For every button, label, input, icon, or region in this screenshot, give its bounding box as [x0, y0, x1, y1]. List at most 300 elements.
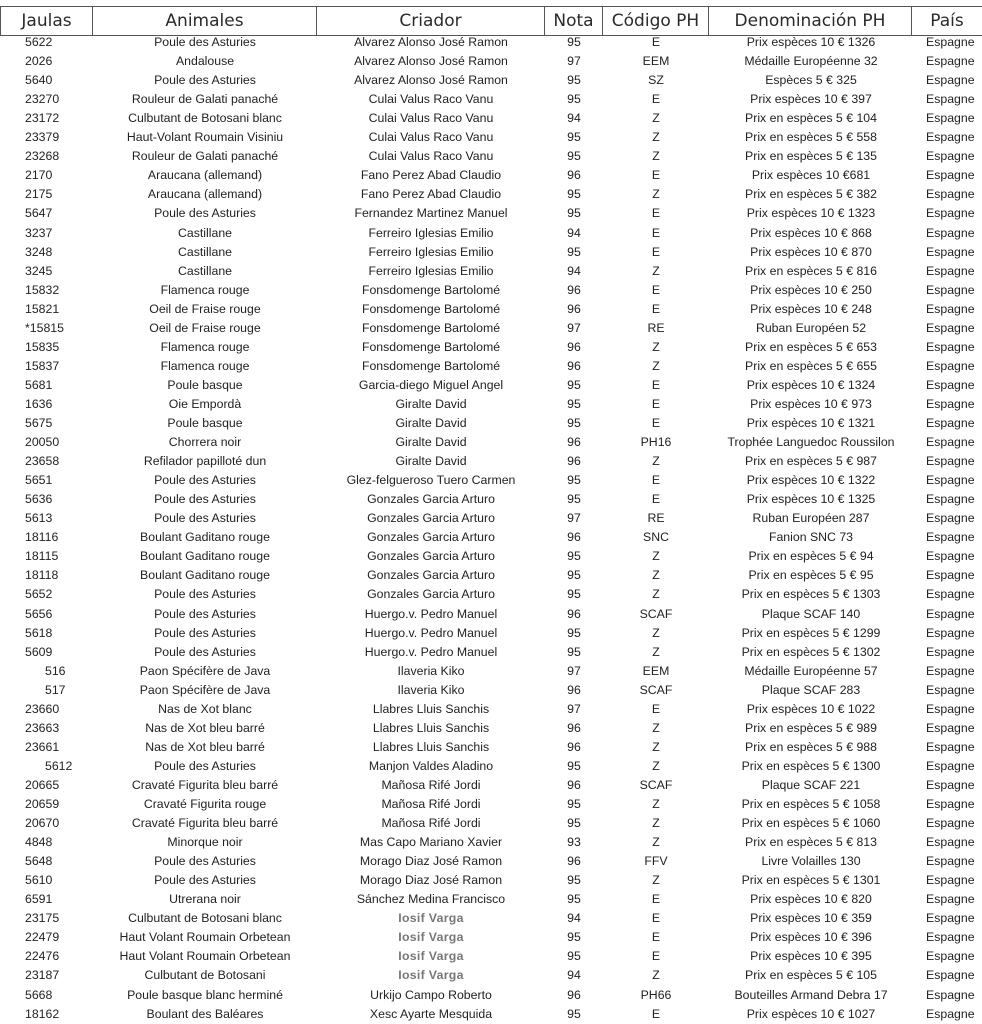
cage-number: 23175 — [25, 911, 60, 926]
score: 95 — [567, 73, 581, 88]
score: 95 — [567, 492, 581, 507]
table-row — [0, 243, 982, 262]
score: 95 — [567, 930, 581, 945]
ph-denomination: Plaque SCAF 283 — [761, 682, 861, 697]
ph-code: SZ — [648, 73, 664, 88]
breeder-name: Sánchez Medina Francisco — [356, 892, 506, 907]
ph-code: Z — [652, 816, 660, 831]
cage-number: 23660 — [25, 701, 60, 716]
table-row — [0, 262, 982, 281]
score: 95 — [567, 816, 581, 831]
cage-number: 3237 — [25, 225, 53, 240]
animal-name: Haut Volant Roumain Orbetean — [119, 930, 291, 945]
cage-number: 18118 — [25, 568, 59, 583]
score: 96 — [567, 358, 581, 373]
country: Espagne — [926, 568, 975, 583]
score: 96 — [567, 168, 581, 183]
ph-denomination: Prix espèces 10 € 870 — [750, 244, 872, 259]
ph-code: Z — [652, 644, 660, 659]
country: Espagne — [926, 930, 975, 945]
ph-denomination: Trophée Languedoc Roussilon — [727, 435, 895, 450]
cage-number: 18115 — [25, 549, 59, 564]
ph-denomination: Prix en espèces 5 € 1301 — [741, 873, 881, 888]
ph-denomination: Prix en espèces 5 € 94 — [748, 549, 874, 564]
country: Espagne — [926, 720, 975, 735]
cage-number: 5681 — [25, 377, 53, 392]
table-row — [0, 528, 982, 547]
cage-number: 20665 — [25, 777, 60, 792]
ph-denomination: Fanion SNC 73 — [768, 530, 854, 545]
cage-number: 23270 — [25, 92, 60, 107]
breeder-name: Gonzales Garcia Arturo — [367, 511, 495, 526]
country: Espagne — [926, 911, 975, 926]
breeder-name: Iosif Varga — [398, 949, 464, 964]
ph-denomination: Livre Volailles 130 — [761, 854, 861, 869]
score: 95 — [567, 149, 581, 164]
ph-code: Z — [652, 187, 660, 202]
table-row — [0, 1005, 982, 1024]
animal-name: Flamenca rouge — [160, 358, 250, 373]
ph-code: E — [651, 892, 661, 907]
ph-code: E — [651, 301, 661, 316]
breeder-name: Gonzales Garcia Arturo — [367, 587, 495, 602]
animal-name: Oeil de Fraise rouge — [149, 320, 261, 335]
ph-code: Z — [652, 358, 660, 373]
ph-denomination: Prix espèces 10 € 1027 — [746, 1006, 876, 1021]
score: 96 — [567, 606, 581, 621]
animal-name: Culbutant de Botosani — [144, 968, 266, 983]
table-row — [0, 776, 982, 795]
animal-name: Nas de Xot blanc — [158, 701, 252, 716]
table-row — [0, 947, 982, 966]
ph-code: E — [651, 206, 661, 221]
table-row — [0, 795, 982, 814]
breeder-name: Ilaveria Kiko — [397, 682, 465, 697]
cage-number: 516 — [45, 663, 66, 678]
animal-name: Rouleur de Galati panaché — [131, 149, 279, 164]
ph-code: FFV — [644, 854, 668, 869]
ph-code: E — [651, 701, 661, 716]
animal-name: Chorrera noir — [168, 435, 242, 450]
score: 95 — [567, 396, 581, 411]
table-row — [0, 738, 982, 757]
cage-number: 18116 — [25, 530, 59, 545]
score: 95 — [567, 130, 581, 145]
country: Espagne — [926, 473, 975, 488]
cage-number: 517 — [45, 682, 66, 697]
cage-number: 15821 — [25, 301, 60, 316]
country: Espagne — [926, 682, 975, 697]
country: Espagne — [926, 92, 975, 107]
ph-code: Z — [652, 739, 660, 754]
breeder-name: Xesc Ayarte Mesquida — [369, 1006, 493, 1021]
ph-code: E — [651, 949, 661, 964]
breeder-name: Culai Valus Raco Vanu — [368, 130, 494, 145]
table-row — [0, 185, 982, 204]
animal-name: Minorque noir — [167, 835, 243, 850]
ph-code: Z — [652, 758, 660, 773]
animal-name: Castillane — [178, 225, 232, 240]
breeder-name: Gonzales Garcia Arturo — [367, 492, 495, 507]
animal-name: Poule basque blanc herminé — [127, 987, 283, 1002]
animal-name: Araucana (allemand) — [147, 187, 263, 202]
cage-number: 5656 — [25, 606, 53, 621]
ph-denomination: Ruban Européen 287 — [752, 511, 870, 526]
score: 95 — [567, 377, 581, 392]
animal-name: Poule des Asturies — [154, 492, 256, 507]
ph-denomination: Plaque SCAF 140 — [761, 606, 861, 621]
table-row — [0, 986, 982, 1005]
breeder-name: Giralte David — [395, 396, 467, 411]
breeder-name: Huergo.v. Pedro Manuel — [364, 606, 498, 621]
animal-name: Poule des Asturies — [154, 644, 256, 659]
animal-name: Nas de Xot bleu barré — [145, 739, 265, 754]
ph-code: EEM — [642, 54, 670, 69]
ph-code: RE — [647, 511, 665, 526]
cage-number: 15832 — [25, 282, 60, 297]
country: Espagne — [926, 35, 975, 49]
animal-name: Cravaté Figurita rouge — [143, 797, 267, 811]
cage-number: 5618 — [25, 625, 53, 640]
breeder-name: Mañosa Rifé Jordi — [381, 816, 481, 831]
breeder-name: Fonsdomenge Bartolomé — [361, 358, 501, 373]
country: Espagne — [926, 797, 975, 811]
ph-denomination: Prix espèces 10 € 973 — [750, 396, 872, 411]
cage-number: 5613 — [25, 511, 53, 526]
score: 95 — [567, 568, 581, 583]
cage-number: 20659 — [25, 797, 60, 811]
ph-denomination: Prix espèces 10 € 1326 — [746, 35, 876, 49]
ph-denomination: Prix en espèces 5 € 104 — [745, 111, 877, 126]
table-row — [0, 643, 982, 662]
breeder-name: Llabres Lluis Sanchis — [372, 701, 490, 716]
ph-code: E — [651, 1006, 661, 1021]
table-row — [0, 319, 982, 338]
ph-code: SCAF — [639, 682, 673, 697]
animal-name: Poule des Asturies — [154, 511, 256, 526]
table-row — [0, 71, 982, 90]
country: Espagne — [926, 130, 975, 145]
ph-denomination: Prix espèces 10 € 1325 — [746, 492, 876, 507]
breeder-name: Fernandez Martinez Manuel — [354, 206, 508, 221]
score: 97 — [567, 701, 581, 716]
table-row — [0, 928, 982, 947]
table-row — [0, 909, 982, 928]
country: Espagne — [926, 263, 975, 278]
breeder-name: Ilaveria Kiko — [397, 663, 465, 678]
ph-denomination: Prix espèces 10 € 1323 — [746, 206, 876, 221]
score: 95 — [567, 892, 581, 907]
cage-number: 5636 — [25, 492, 53, 507]
score: 95 — [567, 873, 581, 888]
ph-code: Z — [652, 797, 660, 811]
country: Espagne — [926, 968, 975, 983]
ph-code: Z — [652, 625, 660, 640]
ph-denomination: Prix en espèces 5 € 1058 — [741, 797, 881, 811]
country: Espagne — [926, 587, 975, 602]
country: Espagne — [926, 244, 975, 259]
ph-denomination: Prix en espèces 5 € 1302 — [741, 644, 881, 659]
score: 95 — [567, 416, 581, 430]
ph-denomination: Prix en espèces 5 € 135 — [745, 149, 877, 164]
ph-denomination: Prix espèces 10 € 397 — [750, 92, 872, 107]
table-row — [0, 33, 982, 52]
table-row — [0, 109, 982, 128]
cage-number: 5640 — [25, 73, 53, 88]
breeder-name: Iosif Varga — [398, 911, 464, 926]
ph-code: Z — [652, 587, 660, 602]
score: 95 — [567, 92, 581, 107]
cage-number: 15837 — [25, 358, 60, 373]
animal-name: Poule des Asturies — [154, 606, 256, 621]
animal-name: Castillane — [178, 244, 232, 259]
ph-code: Z — [652, 549, 660, 564]
score: 95 — [567, 758, 581, 773]
breeder-name: Fano Perez Abad Claudio — [360, 187, 502, 202]
country: Espagne — [926, 54, 975, 69]
breeder-name: Llabres Lluis Sanchis — [372, 720, 490, 735]
breeder-name: Manjon Valdes Aladino — [368, 758, 494, 773]
header-nota: Nota — [544, 6, 604, 36]
ph-code: Z — [652, 454, 660, 469]
table-row — [0, 224, 982, 243]
country: Espagne — [926, 435, 975, 450]
table-row — [0, 662, 982, 681]
breeder-name: Giralte David — [395, 454, 467, 469]
ph-code: Z — [652, 873, 660, 888]
table-row — [0, 281, 982, 300]
cage-number: 23172 — [25, 111, 60, 126]
score: 93 — [567, 835, 581, 850]
breeder-name: Glez-felgueroso Tuero Carmen — [346, 473, 516, 488]
score: 96 — [567, 854, 581, 869]
table-row — [0, 357, 982, 376]
ph-code: Z — [652, 339, 660, 354]
score: 95 — [567, 797, 581, 811]
animal-name: Poule des Asturies — [154, 587, 256, 602]
ph-code: E — [651, 492, 661, 507]
ph-code: E — [651, 244, 661, 259]
score: 95 — [567, 949, 581, 964]
ph-denomination: Prix espèces 10 € 250 — [750, 282, 872, 297]
cage-number: 5652 — [25, 587, 53, 602]
ph-denomination: Prix en espèces 5 € 95 — [748, 568, 874, 583]
table-row — [0, 890, 982, 909]
table-row — [0, 90, 982, 109]
animal-name: Utrerana noir — [169, 892, 241, 907]
country: Espagne — [926, 816, 975, 831]
ph-code: E — [651, 282, 661, 297]
table-row — [0, 757, 982, 776]
country: Espagne — [926, 892, 975, 907]
score: 95 — [567, 644, 581, 659]
ph-denomination: Prix espèces 10 € 1322 — [746, 473, 876, 488]
animal-name: Poule des Asturies — [154, 73, 256, 88]
country: Espagne — [926, 511, 975, 526]
ph-denomination: Prix espèces 10 € 1324 — [746, 377, 876, 392]
breeder-name: Fonsdomenge Bartolomé — [361, 320, 501, 335]
cage-number: 5675 — [25, 416, 53, 430]
score: 96 — [567, 282, 581, 297]
table-row — [0, 52, 982, 71]
score: 96 — [567, 301, 581, 316]
ph-denomination: Prix en espèces 5 € 813 — [745, 835, 877, 850]
animal-name: Boulant des Baléares — [146, 1006, 264, 1021]
country: Espagne — [926, 454, 975, 469]
table-row — [0, 338, 982, 357]
cage-number: 5610 — [25, 873, 53, 888]
ph-denomination: Prix en espèces 5 € 989 — [745, 720, 877, 735]
breeder-name: Giralte David — [395, 416, 467, 430]
table-row — [0, 147, 982, 166]
animal-name: Poule des Asturies — [154, 625, 256, 640]
cage-number: 2175 — [25, 187, 53, 202]
ph-denomination: Prix en espèces 5 € 1300 — [741, 758, 881, 773]
country: Espagne — [926, 987, 975, 1002]
breeder-name: Iosif Varga — [398, 968, 464, 983]
cage-number: 2026 — [25, 54, 53, 69]
breeder-name: Huergo.v. Pedro Manuel — [364, 625, 498, 640]
country: Espagne — [926, 949, 975, 964]
table-row — [0, 433, 982, 452]
table-row — [0, 681, 982, 700]
header-codigo-ph: Código PH — [602, 6, 709, 36]
ph-denomination: Ruban Européen 52 — [755, 320, 867, 335]
country: Espagne — [926, 492, 975, 507]
animal-name: Poule basque — [167, 377, 243, 392]
cage-number: 4848 — [25, 835, 53, 850]
ph-code: PH16 — [640, 435, 672, 450]
ph-code: EEM — [642, 663, 670, 678]
country: Espagne — [926, 301, 975, 316]
country: Espagne — [926, 339, 975, 354]
breeder-name: Ferreiro Iglesias Emilio — [368, 244, 494, 259]
score: 95 — [567, 473, 581, 488]
ph-denomination: Prix espèces 10 € 820 — [750, 892, 872, 907]
animal-name: Boulant Gaditano rouge — [140, 530, 270, 545]
table-row — [0, 471, 982, 490]
table-row — [0, 128, 982, 147]
ph-denomination: Prix en espèces 5 € 988 — [745, 739, 877, 754]
breeder-name: Garcia-diego Miguel Angel — [358, 377, 504, 392]
table-row — [0, 852, 982, 871]
header-animales: Animales — [92, 6, 318, 36]
table-row — [0, 547, 982, 566]
animal-name: Poule des Asturies — [154, 473, 256, 488]
ph-denomination: Prix espèces 10 € 868 — [750, 225, 872, 240]
animal-name: Haut Volant Roumain Orbetean — [119, 949, 291, 964]
country: Espagne — [926, 320, 975, 335]
country: Espagne — [926, 530, 975, 545]
score: 95 — [567, 187, 581, 202]
country: Espagne — [926, 777, 975, 792]
breeder-name: Mañosa Rifé Jordi — [381, 797, 481, 811]
cage-number: 2170 — [25, 168, 53, 183]
score: 95 — [567, 244, 581, 259]
ph-code: E — [651, 911, 661, 926]
breeder-name: Mañosa Rifé Jordi — [381, 777, 481, 792]
ph-denomination: Prix espèces 10 € 1321 — [746, 416, 876, 430]
country: Espagne — [926, 873, 975, 888]
animal-name: Poule des Asturies — [154, 35, 256, 49]
animal-name: Cravaté Figurita bleu barré — [131, 816, 279, 831]
score: 94 — [567, 968, 581, 983]
score: 96 — [567, 987, 581, 1002]
score: 96 — [567, 530, 581, 545]
cage-number: 6591 — [25, 892, 53, 907]
animal-name: Haut-Volant Roumain Visiniu — [126, 130, 284, 145]
ph-denomination: Prix espèces 10 € 1022 — [746, 701, 876, 716]
animal-name: Paon Spécifère de Java — [139, 682, 271, 697]
score: 95 — [567, 625, 581, 640]
animal-name: Oeil de Fraise rouge — [149, 301, 261, 316]
ph-code: E — [651, 225, 661, 240]
ph-code: E — [651, 377, 661, 392]
cage-number: 3245 — [25, 263, 53, 278]
country: Espagne — [926, 111, 975, 126]
breeder-name: Urkijo Campo Roberto — [370, 987, 492, 1002]
ph-code: E — [651, 92, 661, 107]
animal-name: Culbutant de Botosani blanc — [128, 111, 282, 126]
breeder-name: Culai Valus Raco Vanu — [368, 92, 494, 107]
table-row — [0, 376, 982, 395]
ph-code: E — [651, 35, 661, 49]
ph-denomination: Prix espèces 10 € 396 — [750, 930, 872, 945]
table-row — [0, 300, 982, 319]
table-row — [0, 414, 982, 433]
cage-number: 1636 — [25, 396, 53, 411]
ph-denomination: Prix en espèces 5 € 655 — [745, 358, 877, 373]
ph-denomination: Médaille Européenne 32 — [744, 54, 878, 69]
header-pais: País — [911, 6, 982, 36]
breeder-name: Morago Diaz José Ramon — [359, 854, 503, 869]
country: Espagne — [926, 606, 975, 621]
ph-denomination: Prix espèces 10 € 359 — [750, 911, 872, 926]
cage-number: 22476 — [25, 949, 60, 964]
breeder-name: Huergo.v. Pedro Manuel — [364, 644, 498, 659]
ph-denomination: Prix espèces 10 € 248 — [750, 301, 872, 316]
score: 96 — [567, 777, 581, 792]
animal-name: Cravaté Figurita bleu barré — [131, 777, 279, 792]
table-row — [0, 452, 982, 471]
animal-name: Andalouse — [175, 54, 235, 69]
score: 96 — [567, 682, 581, 697]
breeder-name: Alvarez Alonso José Ramon — [354, 54, 508, 69]
country: Espagne — [926, 168, 975, 183]
country: Espagne — [926, 225, 975, 240]
table-row — [0, 566, 982, 585]
score: 96 — [567, 739, 581, 754]
ph-code: Z — [652, 568, 660, 583]
country: Espagne — [926, 282, 975, 297]
breeder-name: Iosif Varga — [398, 930, 464, 945]
table-row — [0, 490, 982, 509]
breeder-name: Gonzales Garcia Arturo — [367, 568, 495, 583]
ph-code: Z — [652, 130, 660, 145]
country: Espagne — [926, 73, 975, 88]
header-criador: Criador — [316, 6, 545, 36]
cage-number: *15815 — [25, 320, 64, 335]
table-row — [0, 605, 982, 624]
country: Espagne — [926, 625, 975, 640]
ph-denomination: Médaille Européenne 57 — [744, 663, 878, 678]
country: Espagne — [926, 549, 975, 564]
breeder-name: Culai Valus Raco Vanu — [368, 111, 494, 126]
animal-name: Flamenca rouge — [160, 282, 250, 297]
cage-number: 20050 — [25, 435, 60, 450]
ph-denomination: Prix en espèces 5 € 1299 — [741, 625, 881, 640]
score: 94 — [567, 911, 581, 926]
